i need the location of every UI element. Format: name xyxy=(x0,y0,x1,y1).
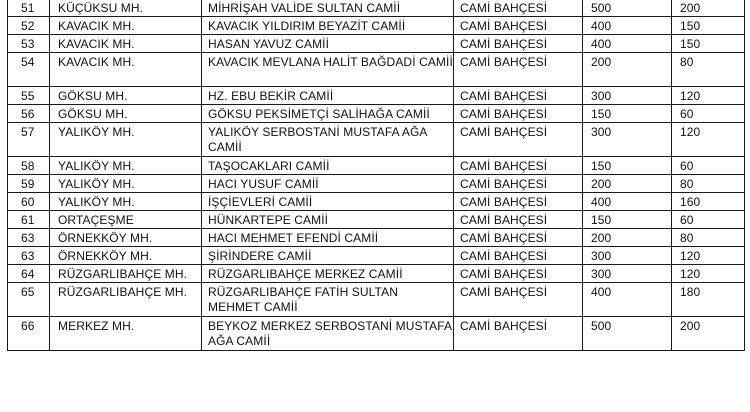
place-cell: CAMİ BAHÇESİ xyxy=(454,105,583,123)
neighborhood-cell: YALIKÖY MH. xyxy=(50,123,202,157)
neighborhood-cell: YALIKÖY MH. xyxy=(50,157,202,175)
capacity-cell: 120 xyxy=(672,247,745,265)
place-cell: CAMİ BAHÇESİ xyxy=(454,265,583,283)
mosque-name-cell: BEYKOZ MERKEZ SERBOSTANİ MUSTAFA AĞA CAMİİ xyxy=(202,317,454,351)
table-body xyxy=(8,0,745,351)
capacity-cell: 200 xyxy=(672,0,745,17)
area-cell: 200 xyxy=(583,175,672,193)
row-number-cell: 60 xyxy=(8,193,50,211)
capacity-cell: 60 xyxy=(672,105,745,123)
neighborhood-cell: KAVACIK MH. xyxy=(50,35,202,53)
neighborhood-cell: RÜZGARLIBAHÇE MH. xyxy=(50,265,202,283)
table-row xyxy=(8,229,745,247)
area-cell: 400 xyxy=(583,283,672,317)
area-cell: 400 xyxy=(583,193,672,211)
table-row xyxy=(8,157,745,175)
table-row xyxy=(8,193,745,211)
mosque-name-cell: MİHRİŞAH VALİDE SULTAN CAMİİ xyxy=(202,0,454,17)
area-cell: 300 xyxy=(583,123,672,157)
mosque-name-cell: ŞİRİNDERE CAMİİ xyxy=(202,247,454,265)
row-number-cell: 53 xyxy=(8,35,50,53)
mosque-name-cell: HÜNKARTEPE CAMİİ xyxy=(202,211,454,229)
table-row xyxy=(8,123,745,157)
row-number-cell: 54 xyxy=(8,53,50,87)
table-row xyxy=(8,53,745,87)
mosque-name-cell: RÜZGARLIBAHÇE FATİH SULTAN MEHMET CAMİİ xyxy=(202,283,454,317)
place-cell: CAMİ BAHÇESİ xyxy=(454,193,583,211)
place-cell: CAMİ BAHÇESİ xyxy=(454,123,583,157)
place-cell: CAMİ BAHÇESİ xyxy=(454,317,583,351)
place-cell: CAMİ BAHÇESİ xyxy=(454,211,583,229)
capacity-cell: 200 xyxy=(672,317,745,351)
capacity-cell: 80 xyxy=(672,53,745,87)
neighborhood-cell: KÜÇÜKSU MH. xyxy=(50,0,202,17)
place-cell: CAMİ BAHÇESİ xyxy=(454,157,583,175)
place-cell: CAMİ BAHÇESİ xyxy=(454,53,583,87)
capacity-cell: 80 xyxy=(672,175,745,193)
mosque-name-cell: İŞÇİEVLERİ CAMİİ xyxy=(202,193,454,211)
capacity-cell: 60 xyxy=(672,211,745,229)
place-cell: CAMİ BAHÇESİ xyxy=(454,87,583,105)
neighborhood-cell: GÖKSU MH. xyxy=(50,105,202,123)
capacity-cell: 120 xyxy=(672,265,745,283)
capacity-cell: 120 xyxy=(672,123,745,157)
table-row xyxy=(8,247,745,265)
mosque-name-cell: HASAN YAVUZ CAMİİ xyxy=(202,35,454,53)
area-cell: 150 xyxy=(583,211,672,229)
capacity-cell: 80 xyxy=(672,229,745,247)
row-number-cell: 56 xyxy=(8,105,50,123)
capacity-cell: 60 xyxy=(672,157,745,175)
mosque-name-cell: KAVACIK YILDIRIM BEYAZİT CAMİİ xyxy=(202,17,454,35)
area-cell: 150 xyxy=(583,105,672,123)
area-cell: 300 xyxy=(583,265,672,283)
mosque-name-cell: HACI MEHMET EFENDİ CAMİİ xyxy=(202,229,454,247)
neighborhood-cell: ÖRNEKKÖY MH. xyxy=(50,229,202,247)
row-number-cell: 64 xyxy=(8,265,50,283)
area-cell: 300 xyxy=(583,87,672,105)
mosque-garden-table xyxy=(7,0,745,351)
capacity-cell: 150 xyxy=(672,35,745,53)
neighborhood-cell: YALIKÖY MH. xyxy=(50,193,202,211)
table-row xyxy=(8,17,745,35)
neighborhood-cell: KAVACIK MH. xyxy=(50,53,202,87)
mosque-name-cell: YALIKÖY SERBOSTANİ MUSTAFA AĞA CAMİİ xyxy=(202,123,454,157)
row-number-cell: 51 xyxy=(8,0,50,17)
table-row xyxy=(8,105,745,123)
capacity-cell: 180 xyxy=(672,283,745,317)
table-row xyxy=(8,317,745,351)
area-cell: 400 xyxy=(583,35,672,53)
neighborhood-cell: GÖKSU MH. xyxy=(50,87,202,105)
neighborhood-cell: MERKEZ MH. xyxy=(50,317,202,351)
area-cell: 400 xyxy=(583,17,672,35)
mosque-name-cell: HZ. EBU BEKİR CAMİİ xyxy=(202,87,454,105)
row-number-cell: 58 xyxy=(8,157,50,175)
mosque-name-cell: GÖKSU PEKSİMETÇİ SALİHAĞA CAMİİ xyxy=(202,105,454,123)
table-row xyxy=(8,211,745,229)
row-number-cell: 52 xyxy=(8,17,50,35)
row-number-cell: 59 xyxy=(8,175,50,193)
capacity-cell: 160 xyxy=(672,193,745,211)
table-row xyxy=(8,283,745,317)
area-cell: 150 xyxy=(583,157,672,175)
row-number-cell: 63 xyxy=(8,229,50,247)
row-number-cell: 63 xyxy=(8,247,50,265)
area-cell: 500 xyxy=(583,317,672,351)
capacity-cell: 150 xyxy=(672,17,745,35)
area-cell: 200 xyxy=(583,53,672,87)
row-number-cell: 66 xyxy=(8,317,50,351)
place-cell: CAMİ BAHÇESİ xyxy=(454,0,583,17)
capacity-cell: 120 xyxy=(672,87,745,105)
area-cell: 300 xyxy=(583,247,672,265)
place-cell: CAMİ BAHÇESİ xyxy=(454,17,583,35)
area-cell: 500 xyxy=(583,0,672,17)
row-number-cell: 61 xyxy=(8,211,50,229)
place-cell: CAMİ BAHÇESİ xyxy=(454,283,583,317)
place-cell: CAMİ BAHÇESİ xyxy=(454,175,583,193)
mosque-name-cell: KAVACIK MEVLANA HALİT BAĞDADİ CAMİİ xyxy=(202,53,454,87)
mosque-name-cell: RÜZGARLIBAHÇE MERKEZ CAMİİ xyxy=(202,265,454,283)
table-row xyxy=(8,265,745,283)
place-cell: CAMİ BAHÇESİ xyxy=(454,247,583,265)
row-number-cell: 57 xyxy=(8,123,50,157)
area-cell: 200 xyxy=(583,229,672,247)
table-row xyxy=(8,35,745,53)
row-number-cell: 55 xyxy=(8,87,50,105)
neighborhood-cell: ORTAÇEŞME xyxy=(50,211,202,229)
neighborhood-cell: KAVACIK MH. xyxy=(50,17,202,35)
table-row xyxy=(8,175,745,193)
table-row xyxy=(8,87,745,105)
neighborhood-cell: ÖRNEKKÖY MH. xyxy=(50,247,202,265)
table-row xyxy=(8,0,745,17)
row-number-cell: 65 xyxy=(8,283,50,317)
place-cell: CAMİ BAHÇESİ xyxy=(454,229,583,247)
mosque-name-cell: TAŞOCAKLARI CAMİİ xyxy=(202,157,454,175)
neighborhood-cell: YALIKÖY MH. xyxy=(50,175,202,193)
mosque-name-cell: HACI YUSUF CAMİİ xyxy=(202,175,454,193)
place-cell: CAMİ BAHÇESİ xyxy=(454,35,583,53)
neighborhood-cell: RÜZGARLIBAHÇE MH. xyxy=(50,283,202,317)
